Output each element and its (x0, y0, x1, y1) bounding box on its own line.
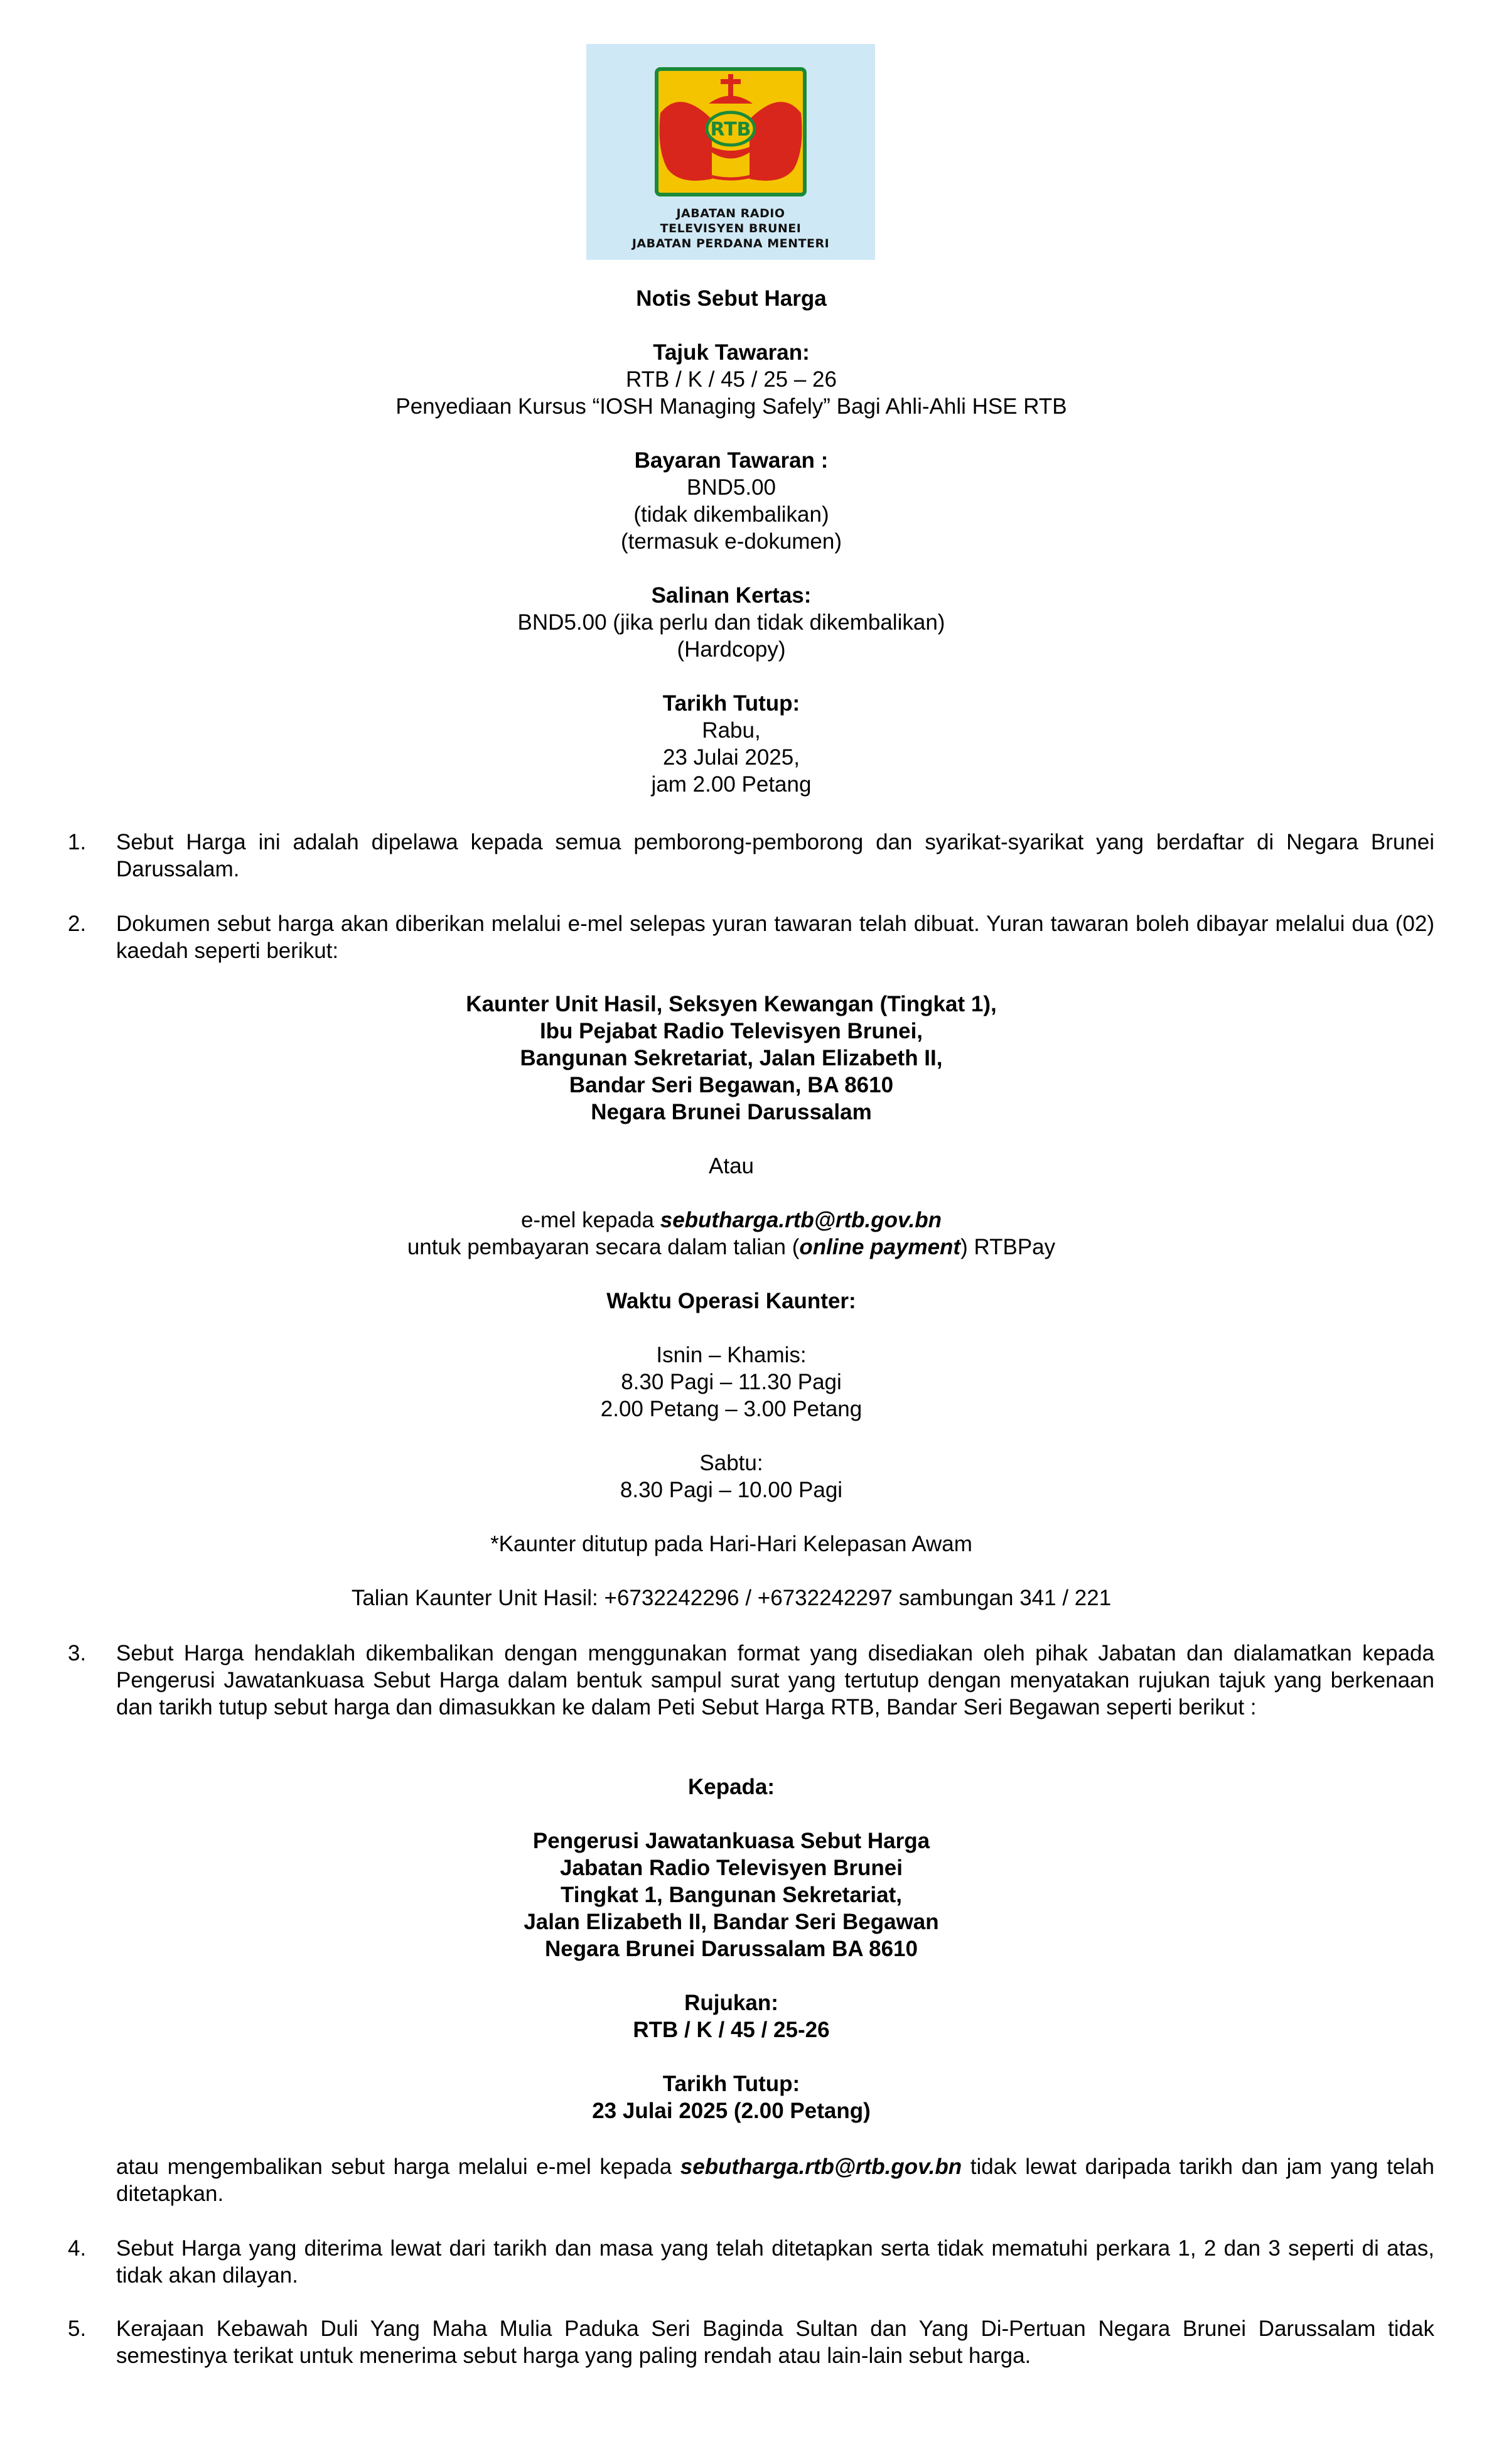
bayaran-note-2: (termasuk e-dokumen) (620, 529, 842, 554)
rtb-emblem-icon (586, 44, 875, 207)
item-paragraph-2: Dokumen sebut harga akan diberikan melalui e-mel selepas yuran tawaran telah dibuat. Yuran tawaran boleh dibayar melalui dua (02) kaedah seperti berikut: (116, 912, 1434, 963)
item-number-2: 2. (68, 912, 87, 936)
rujukan-label: Rujukan: (684, 1991, 778, 2015)
notice-title: Notis Sebut Harga (636, 286, 827, 311)
online-payment-line (0, 1234, 1463, 1261)
tutup-day: Rabu, (702, 718, 761, 743)
kepada-label: Kepada: (687, 1775, 775, 1799)
counter-address (0, 991, 1463, 1611)
item-paragraph-4: Sebut Harga yang diterima lewat dari tarikh dan masa yang telah ditetapkan serta tidak mematuhi perkara 1, 2 dan 3 seperti di atas, tidak akan dilayan. (116, 2236, 1434, 2288)
counter-address-line: Kaunter Unit Hasil, Seksyen Kewangan (Tingkat 1), (466, 992, 997, 1016)
item-paragraph-1: Sebut Harga ini adalah dipelawa kepada semua pemborong-pemborong dan syarikat-syarikat yang berdaftar di Negara Brunei Darussalam. (116, 830, 1434, 881)
tutup-date: 23 Julai 2025, (663, 745, 800, 770)
bayaran-label: Bayaran Tawaran : (634, 448, 829, 473)
counter-address-line: Ibu Pejabat Radio Televisyen Brunei, (539, 1019, 923, 1043)
kepada-block (0, 1773, 1463, 2124)
counter-address-line: Negara Brunei Darussalam (591, 1100, 872, 1124)
kepada-address-line: Jabatan Radio Televisyen Brunei (560, 1856, 903, 1880)
ops-weekday: Isnin – Khamis: (656, 1343, 807, 1367)
notice-header (0, 285, 1463, 798)
ops-saturday-time: 8.30 Pagi – 10.00 Pagi (620, 1478, 843, 1502)
logo-caption (586, 206, 875, 251)
email-prefix: e-mel kepada (520, 1208, 660, 1232)
counter-address-line: Bangunan Sekretariat, Jalan Elizabeth II, (520, 1046, 943, 1070)
rujukan-value: RTB / K / 45 / 25-26 (633, 2018, 830, 2042)
tutup-label: Tarikh Tutup: (662, 691, 800, 716)
return-paragraph (116, 2153, 1434, 2207)
tutup-time: jam 2.00 Petang (651, 772, 812, 797)
online-payment-text: online payment (799, 1235, 961, 1259)
bayaran-note-1: (tidak dikembalikan) (633, 502, 829, 527)
kepada-address-line: Jalan Elizabeth II, Bandar Seri Begawan (524, 1910, 939, 1934)
ops-label: Waktu Operasi Kaunter: (606, 1289, 856, 1313)
item-paragraph-5: Kerajaan Kebawah Duli Yang Maha Mulia Paduka Seri Baginda Sultan dan Yang Di-Pertuan Negara Brunei Darussalam tidak semestinya terikat untuk menerima sebut harga yang paling rendah atau lain-lain sebut harga. (116, 2316, 1434, 2368)
ops-weekday-time-2: 2.00 Petang – 3.00 Petang (600, 1397, 863, 1421)
ops-weekday-time-1: 8.30 Pagi – 11.30 Pagi (621, 1370, 842, 1394)
tajuk-ref: RTB / K / 45 / 25 – 26 (626, 367, 837, 392)
item-number-4: 4. (68, 2236, 87, 2261)
salinan-label: Salinan Kertas: (651, 583, 812, 608)
salinan-amount: BND5.00 (jika perlu dan tidak dikembalikan) (517, 610, 945, 635)
logo-line-2: TELEVISYEN BRUNEI (660, 222, 802, 235)
ops-closed-note: *Kaunter ditutup pada Hari-Hari Kelepasan Awam (490, 1532, 972, 1556)
return-prefix: atau mengembalikan sebut harga melalui e-mel kepada (116, 2155, 680, 2179)
logo-line-1: JABATAN RADIO (676, 207, 785, 220)
kepada-address-line: Tingkat 1, Bangunan Sekretariat, (561, 1883, 902, 1907)
kepada-address-line: Pengerusi Jawatankuasa Sebut Harga (532, 1829, 930, 1853)
bayaran-amount: BND5.00 (686, 475, 777, 500)
online-prefix: untuk pembayaran secara dalam talian ( (407, 1235, 800, 1259)
atau-text: Atau (709, 1154, 754, 1178)
item-paragraph-3: Sebut Harga hendaklah dikembalikan dengan menggunakan format yang disediakan oleh pihak Jabatan dan dialamatkan kepada Pengerusi Jawatankuasa Sebut Harga dalam bentuk sampul surat yang tertutup dengan menyatakan rujukan tajuk yang berkenaan dan tarikh tutup sebut harga dan dimasukkan ke dalam Peti Sebut Harga RTB, Bandar Seri Begawan seperti berikut : (116, 1641, 1434, 1719)
item-number-5: 5. (68, 2316, 87, 2341)
item-number-1: 1. (68, 830, 87, 854)
logo-emblem-text: RTB (710, 119, 751, 141)
counter-address-line: Bandar Seri Begawan, BA 8610 (569, 1073, 894, 1097)
rtb-logo (586, 44, 875, 260)
item-number-3: 3. (68, 1641, 87, 1665)
tutup2-label: Tarikh Tutup: (662, 2072, 800, 2096)
ops-saturday: Sabtu: (699, 1451, 763, 1475)
tajuk-desc: Penyediaan Kursus “IOSH Managing Safely” Bagi Ahli-Ahli HSE RTB (395, 394, 1067, 419)
email-link[interactable]: sebutharga.rtb@rtb.gov.bn (660, 1208, 942, 1232)
tutup2-value: 23 Julai 2025 (2.00 Petang) (592, 2099, 871, 2123)
email-line (0, 1207, 1463, 1234)
kepada-address-line: Negara Brunei Darussalam BA 8610 (545, 1937, 918, 1961)
online-suffix: ) RTBPay (960, 1235, 1056, 1259)
logo-line-3: JABATAN PERDANA MENTERI (631, 237, 830, 250)
tajuk-label: Tajuk Tawaran: (653, 340, 810, 365)
return-suffix: tidak lewat daripada tarikh dan jam yang telah ditetapkan. (116, 2155, 1434, 2206)
return-email-link[interactable]: sebutharga.rtb@rtb.gov.bn (680, 2155, 962, 2179)
ops-phone: Talian Kaunter Unit Hasil: +6732242296 / +6732242297 sambungan 341 / 221 (351, 1586, 1112, 1610)
salinan-note: (Hardcopy) (677, 637, 786, 662)
